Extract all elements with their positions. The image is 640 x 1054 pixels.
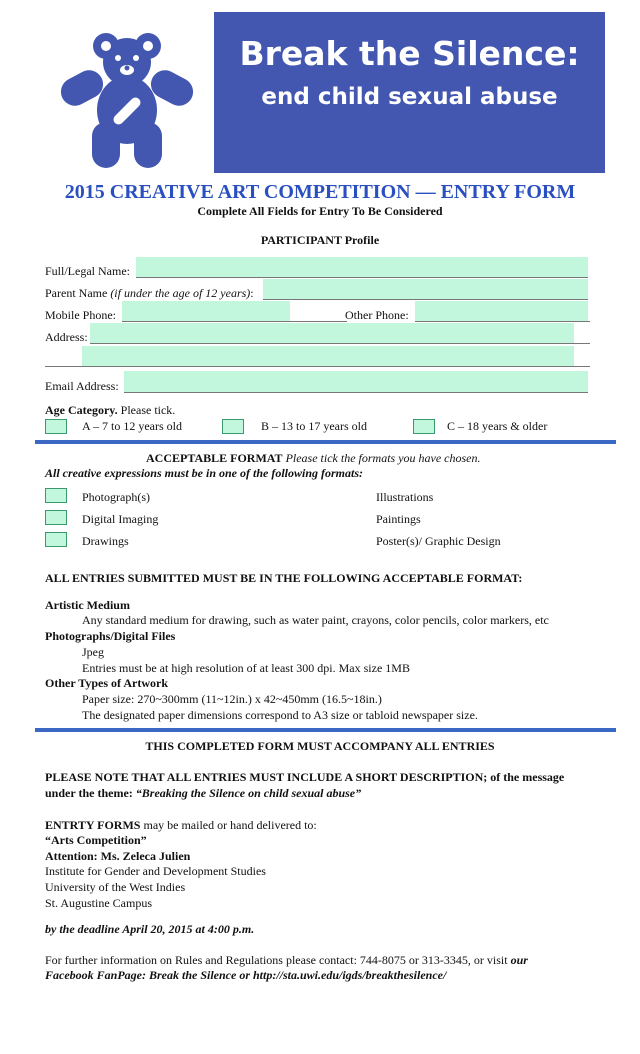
email-field[interactable] bbox=[124, 371, 588, 392]
address-line-2: Attention: Ms. Zeleca Julien bbox=[45, 849, 191, 863]
entry-forms-text: ENTRTY FORMS may be mailed or hand delivered to: bbox=[45, 818, 317, 832]
address-line-1: “Arts Competition” bbox=[45, 833, 147, 847]
contact-info-line1: For further information on Rules and Regulations please contact: 744-8075 or 313-3345, or visit our bbox=[45, 953, 528, 967]
address-field-line2[interactable] bbox=[82, 346, 574, 366]
address-label: Address: bbox=[45, 330, 88, 344]
teddy-bear-logo-icon bbox=[52, 30, 198, 170]
medium-title: Artistic Medium bbox=[45, 598, 130, 612]
description-note-line2: under the theme: “Breaking the Silence on child sexual abuse” bbox=[45, 786, 362, 800]
photo-files-text1: Jpeg bbox=[82, 645, 104, 659]
email-underline bbox=[124, 392, 588, 393]
banner-heading: Break the Silence: bbox=[239, 34, 580, 73]
section-divider bbox=[35, 440, 616, 444]
mobile-phone-field[interactable] bbox=[122, 301, 290, 321]
age-a-checkbox[interactable] bbox=[45, 419, 67, 434]
address-line-3: Institute for Gender and Development Studies bbox=[45, 864, 266, 878]
full-name-field[interactable] bbox=[136, 257, 588, 277]
deadline: by the deadline April 20, 2015 at 4:00 p.m. bbox=[45, 922, 255, 936]
mobile-phone-label: Mobile Phone: bbox=[45, 308, 116, 322]
page-subtitle: Complete All Fields for Entry To Be Considered bbox=[197, 204, 443, 218]
address-line-5: St. Augustine Campus bbox=[45, 896, 153, 910]
photograph-checkbox[interactable] bbox=[45, 488, 67, 503]
format-heading: ACCEPTABLE FORMAT Please tick the formats you have chosen. bbox=[146, 451, 481, 465]
drawings-label: Drawings bbox=[82, 534, 129, 548]
age-a-label: A – 7 to 12 years old bbox=[82, 419, 182, 433]
other-artwork-title: Other Types of Artwork bbox=[45, 676, 168, 690]
description-note-line1: PLEASE NOTE THAT ALL ENTRIES MUST INCLUDE A SHORT DESCRIPTION; of the message bbox=[45, 770, 565, 784]
digital-imaging-label: Digital Imaging bbox=[82, 512, 159, 526]
banner-subheading: end child sexual abuse bbox=[261, 84, 558, 110]
other-artwork-text1: Paper size: 270~300mm (11~12in.) x 42~450mm (16.5~18in.) bbox=[82, 692, 382, 706]
other-phone-underline bbox=[415, 321, 590, 322]
photo-files-text2: Entries must be at high resolution of at least 300 dpi. Max size 1MB bbox=[82, 661, 410, 675]
age-c-label: C – 18 years & older bbox=[447, 419, 548, 433]
poster-label: Poster(s)/ Graphic Design bbox=[376, 534, 501, 548]
email-label: Email Address: bbox=[45, 379, 119, 393]
accompany-notice: THIS COMPLETED FORM MUST ACCOMPANY ALL ENTRIES bbox=[145, 739, 495, 753]
age-b-label: B – 13 to 17 years old bbox=[261, 419, 367, 433]
address-underline-2 bbox=[45, 366, 590, 367]
section-divider-2 bbox=[35, 728, 616, 732]
parent-name-label: Parent Name (if under the age of 12 years): bbox=[45, 286, 254, 300]
photo-files-title: Photographs/Digital Files bbox=[45, 629, 176, 643]
format-intro: All creative expressions must be in one of the following formats: bbox=[45, 466, 364, 480]
full-name-underline bbox=[136, 277, 588, 278]
requirements-heading: ALL ENTRIES SUBMITTED MUST BE IN THE FOLLOWING ACCEPTABLE FORMAT: bbox=[45, 571, 523, 585]
other-phone-field[interactable] bbox=[415, 301, 588, 321]
facebook-link[interactable]: Facebook FanPage: Break the Silence or http://sta.uwi.edu/igds/breakthesilence/ bbox=[45, 968, 447, 982]
medium-text: Any standard medium for drawing, such as water paint, crayons, color pencils, color markers, etc bbox=[82, 613, 549, 627]
mobile-phone-underline bbox=[122, 321, 347, 322]
age-b-checkbox[interactable] bbox=[222, 419, 244, 434]
address-underline-1 bbox=[90, 343, 590, 344]
age-c-checkbox[interactable] bbox=[413, 419, 435, 434]
address-line-4: University of the West Indies bbox=[45, 880, 186, 894]
banner bbox=[214, 12, 605, 173]
other-artwork-text2: The designated paper dimensions correspond to A3 size or tabloid newspaper size. bbox=[82, 708, 478, 722]
illustrations-label: Illustrations bbox=[376, 490, 434, 504]
profile-heading: PARTICIPANT Profile bbox=[260, 233, 380, 247]
paintings-label: Paintings bbox=[376, 512, 421, 526]
age-category-label: Age Category. Please tick. bbox=[45, 403, 176, 417]
parent-name-field[interactable] bbox=[263, 279, 588, 299]
photograph-label: Photograph(s) bbox=[82, 490, 150, 504]
address-field-line1[interactable] bbox=[90, 323, 574, 343]
digital-imaging-checkbox[interactable] bbox=[45, 510, 67, 525]
other-phone-label: Other Phone: bbox=[345, 308, 409, 322]
page-title: 2015 CREATIVE ART COMPETITION — ENTRY FORM bbox=[64, 181, 576, 203]
drawings-checkbox[interactable] bbox=[45, 532, 67, 547]
parent-name-underline bbox=[263, 299, 588, 300]
full-name-label: Full/Legal Name: bbox=[45, 264, 130, 278]
